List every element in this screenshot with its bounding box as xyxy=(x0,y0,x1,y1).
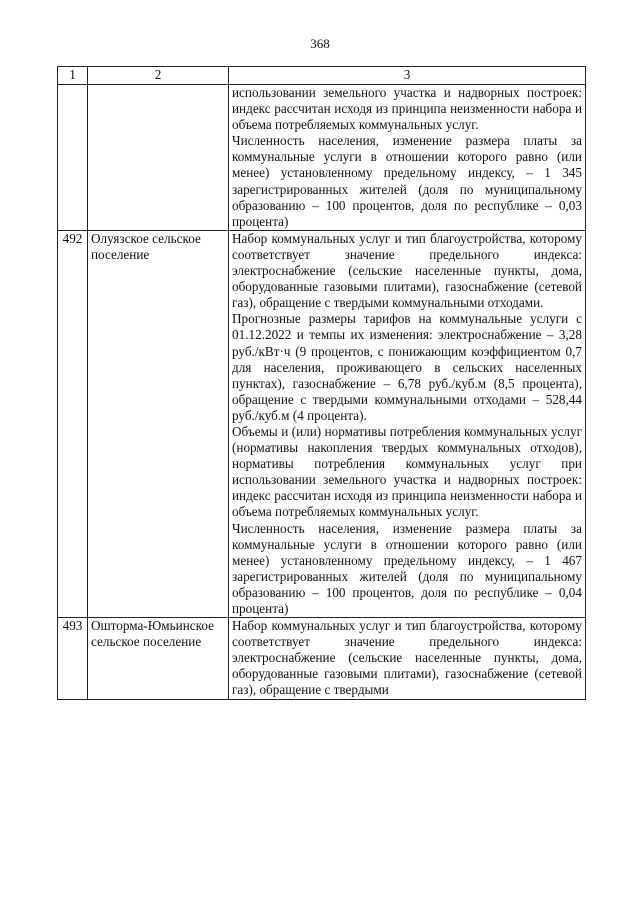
paragraph: Объемы и (или) нормативы потребления коммунальных услуг (нормативы накопления твердых коммунальных отходов), нормативы потребления коммунальных услуг при использовании земельного участка и надворных построек: индекс рассчитан исходя из принципа неизменности набора и объема потребляемых коммунальных услуг. xyxy=(232,423,582,520)
settlement-name: Олуязское сельское поселение xyxy=(88,230,229,617)
column-header-2: 2 xyxy=(88,67,229,85)
table-row xyxy=(58,230,586,617)
table-row xyxy=(58,85,586,231)
paragraph: Набор коммунальных услуг и тип благоустройства, которому соответствует значение предельного индекса: электроснабжение (сельские населенные пункты, дома, оборудованные газовыми плитами), газоснабжение (сетевой газ), обращение с твердыми xyxy=(232,618,582,698)
row-number xyxy=(58,85,88,231)
column-header-1: 1 xyxy=(58,67,88,85)
column-header-3: 3 xyxy=(229,67,586,85)
table-row xyxy=(58,618,586,699)
settlement-name xyxy=(88,85,229,231)
page-number: 368 xyxy=(310,36,330,51)
paragraph: Численность населения, изменение размера платы за коммунальные услуги в отношении которого равно (или менее) установленному предельному индексу, – 1 467 зарегистрированных жителей (доля по муниципальному образованию – 100 процентов, доля по республике – 0,04 процента) xyxy=(232,520,582,616)
paragraph: Прогнозные размеры тарифов на коммунальные услуги с 01.12.2022 и темпы их изменения: электроснабжение – 3,28 руб./кВт·ч (9 процентов, с понижающим коэффициентом 0,7 для населения, проживающего в сельских населенных пунктах), газоснабжение – 6,78 руб./куб.м (8,5 процента), обращение с твердыми коммунальными отходами – 528,44 руб./куб.м (4 процента). xyxy=(232,311,582,423)
row-description xyxy=(229,85,586,231)
table-header-row xyxy=(58,67,586,85)
row-description xyxy=(229,230,586,617)
row-description xyxy=(229,618,586,699)
row-number: 492 xyxy=(58,230,88,617)
paragraph: использовании земельного участка и надворных построек: индекс рассчитан исходя из принципа неизменности набора и объема потребляемых коммунальных услуг. xyxy=(232,85,582,133)
paragraph: Численность населения, изменение размера платы за коммунальные услуги в отношении которого равно (или менее) установленному предельному индексу, – 1 345 зарегистрированных жителей (доля по муниципальному образованию – 100 процентов, доля по республике – 0,03 процента) xyxy=(232,133,582,229)
settlements-table xyxy=(57,66,586,700)
row-number: 493 xyxy=(58,618,88,699)
paragraph: Набор коммунальных услуг и тип благоустройства, которому соответствует значение предельного индекса: электроснабжение (сельские населенные пункты, дома, оборудованные газовыми плитами), газоснабжение (сетевой газ), обращение с твердыми коммунальными отходами. xyxy=(232,230,582,311)
settlement-name: Ошторма-Юмьинское сельское поселение xyxy=(88,618,229,699)
